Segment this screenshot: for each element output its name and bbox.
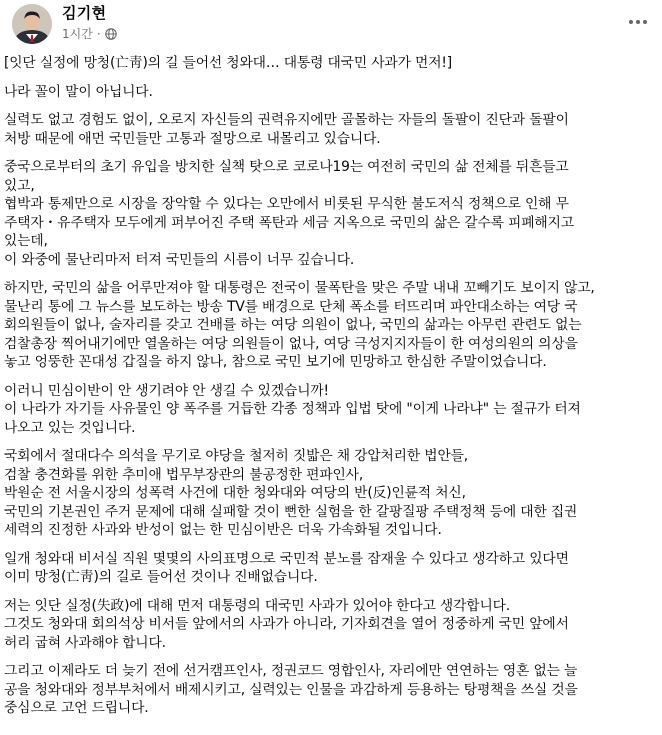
post-text-line: 이 와중에 물난리마저 터져 국민들의 시름이 너무 깊습니다. [4, 251, 355, 268]
post-text-line: 세력의 진정한 사과와 반성이 없는 한 민심이반은 더욱 가속화될 것입니다. [4, 522, 442, 538]
more-options-button[interactable] [622, 6, 654, 38]
post-text-line: 하지만, 국민의 삶을 어루만져야 할 대통령은 전국이 물폭탄을 맞은 주말 내내 꼬빼기도 보이지 않고, [4, 280, 595, 296]
meta-separator: · [96, 26, 101, 41]
post-text-line: 실력도 없고 경험도 없이, 오로지 자신들의 권력유지에만 골몰하는 자들의 돌팔이 진단과 돌팔이 [4, 112, 569, 128]
post-text-line: 박원순 전 서울시장의 성폭력 사건에 대한 청와대와 여당의 반(反)인륜적 처신, [4, 485, 466, 501]
post-text-line: 중국으로부터의 초기 유입을 방치한 실책 탓으로 코로나19는 여전히 국민의 삶 전체를 뒤흔들고 [4, 159, 569, 175]
post-text-line: 국회에서 절대다수 의석을 무기로 야당을 철저히 짓밟은 채 강압처리한 법안들, [4, 448, 469, 464]
post-text-line: 허리 굽혀 사과해야 합니다. [4, 634, 166, 651]
post-paragraph [4, 158, 656, 269]
post-text-line: 저는 잇단 실정(失政)에 대해 먼저 대통령의 대국민 사과가 있어야 한다고 생각합니다. [4, 597, 511, 614]
post-text-line: 나라 꼴이 말이 아닙니다. [4, 83, 153, 100]
post-paragraph [4, 550, 656, 587]
post-paragraph [4, 382, 656, 438]
post-text-line: 국민의 기본권인 주거 문제에 대해 실패할 것이 뻔한 실험을 한 갈팡질팡 주택정책 등에 대한 집권 [4, 503, 578, 520]
post-meta [62, 25, 117, 42]
post-text-line: 있고, [4, 177, 35, 194]
post-text-line: 협박과 통제만으로 시장을 장악할 수 있다는 오만에서 비롯된 무식한 불도저식 정책으로 인해 무 [4, 196, 569, 212]
post-text-line: 그리고 이제라도 더 늦기 전에 선거캠프인사, 정권코드 영합인사, 자리에만 연연하는 영혼 없는 늘 [4, 663, 578, 679]
post-paragraph [4, 662, 656, 718]
post-timestamp[interactable]: 1시간 [62, 27, 93, 41]
profile-photo-icon [12, 4, 52, 44]
author-avatar[interactable] [12, 4, 52, 44]
more-options-icon [629, 20, 647, 24]
post-text-line: [잇단 실정에 망청(亡靑)의 길 들어선 청와대… 대통령 대국민 사과가 먼저!] [4, 55, 452, 71]
post-text-line: 이 나라가 자기들 사유물인 양 폭주를 거듭한 각종 정책과 입법 탓에 "이게 나라냐" 는 절규가 터져 [4, 401, 581, 417]
post-text-line: 놓고 엉뚱한 꼰대성 갑질을 하지 않나, 참으로 국민 보기에 민망하고 한심한 주말이었습니다. [4, 354, 547, 370]
post-paragraph [4, 597, 656, 653]
post-body [4, 54, 656, 728]
post-text-line: 이러니 민심이반이 안 생기려야 안 생길 수 있겠습니까! [4, 382, 329, 399]
post-paragraph [4, 279, 656, 372]
post-text-line: 그것도 청와대 회의석상 비서들 앞에서의 사과가 아니라, 기자회견을 열어 정중하게 국민 앞에서 [4, 616, 569, 632]
post-text-line: 검찰총장 찍어내기에만 열올하는 여당 의원들이 없나, 여당 극성지지자들이 한 여성의원의 의상을 [4, 335, 578, 352]
post-text-line: 회의원들이 없나, 술자리를 갖고 건배를 하는 여당 의원이 없나, 국민의 삶과는 아무런 관련도 없는 [4, 317, 582, 333]
post-text-line: 있는데, [4, 233, 48, 249]
post-text-line: 검찰 충견화를 위한 추미애 법무부장관의 불공정한 편파인사, [4, 466, 364, 483]
post-text-line: 나오고 있는 것입니다. [4, 419, 136, 436]
globe-icon[interactable] [105, 28, 117, 40]
post-text-line: 일개 청와대 비서실 직원 몇몇의 사의표명으로 국민적 분노를 잠재울 수 있다고 생각하고 있다면 [4, 550, 569, 567]
post-text-line: 주택자・유주택자 모두에게 퍼부어진 주택 폭탄과 세금 지옥으로 국민의 삶은 갈수록 피폐해지고 [4, 214, 574, 231]
post-paragraph [4, 447, 656, 540]
post-text-line: 물난리 통에 그 뉴스를 보도하는 방송 TV를 배경으로 단체 폭소를 터뜨리며 파안대소하는 여당 국 [4, 298, 578, 315]
post-text-line: 중심으로 고언 드립니다. [4, 700, 149, 716]
post-text-line: 이미 망청(亡靑)의 길로 들어선 것이나 진배없습니다. [4, 569, 318, 585]
post-text-line: 공을 청와대와 정부부처에서 배제시키고, 실력있는 인물을 과감하게 등용하는 탕평책을 쓰실 것을 [4, 681, 578, 698]
author-name[interactable]: 김기현 [62, 4, 107, 22]
post-header [0, 0, 662, 52]
post-paragraph [4, 111, 656, 148]
post-paragraph [4, 83, 656, 102]
post-paragraph [4, 54, 656, 73]
post-text-line: 처방 때문에 애먼 국민들만 고통과 절망으로 내몰리고 있습니다. [4, 130, 381, 147]
